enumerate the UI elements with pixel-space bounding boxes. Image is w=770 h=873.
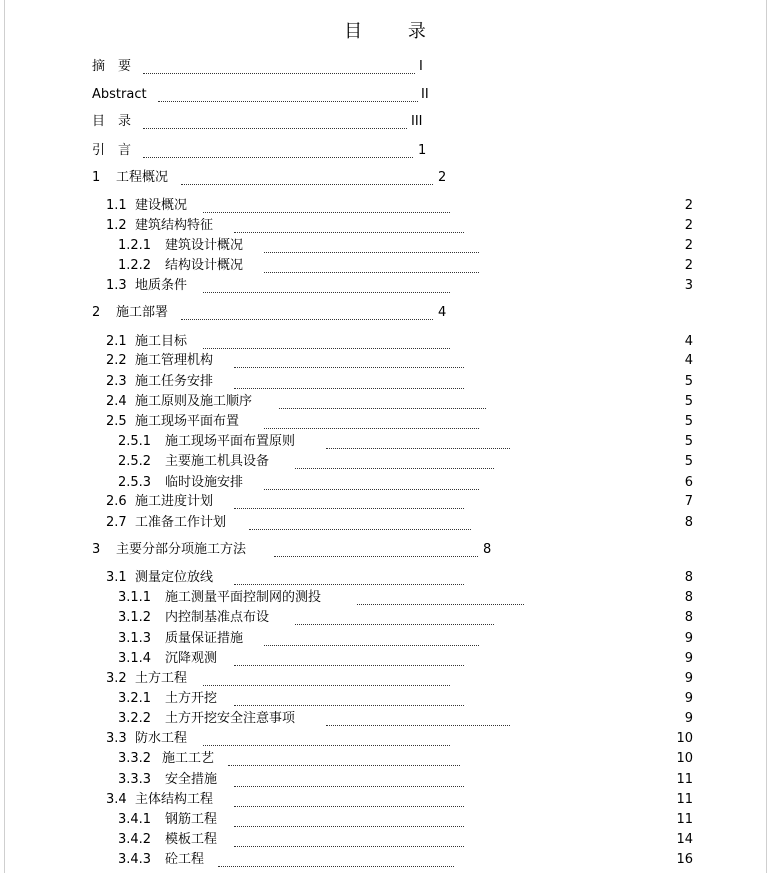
toc-entry-number: 1.2.1 [118,238,152,253]
toc-entry[interactable] [0,372,770,392]
toc-entry[interactable] [0,790,770,810]
dot-leader [326,436,510,449]
toc-entry[interactable] [0,276,770,296]
toc-entry-page: 11 [676,772,693,787]
toc-entry-label: 建筑结构特征 [135,218,214,233]
toc-entry-label: 临时设施安排 [165,475,244,490]
toc-entry-page: 4 [684,334,693,349]
toc-entry[interactable] [0,112,770,132]
dot-leader [203,673,450,686]
toc-entry[interactable] [0,588,770,608]
toc-entry-label: 施工进度计划 [135,494,214,509]
toc-entry-number: 1.2.2 [118,258,152,273]
toc-entry[interactable] [0,473,770,493]
toc-entry-page: 5 [684,414,693,429]
toc-entry-page: 16 [676,852,693,867]
toc-entry[interactable] [0,709,770,729]
toc-entry-page: III [411,114,423,129]
toc-entry-page: 8 [684,590,693,605]
dot-leader [143,116,407,129]
dot-leader [203,280,450,293]
toc-entry-page: 2 [684,238,693,253]
dot-leader [143,145,413,158]
dot-leader [295,456,494,469]
toc-entry-label: 引 言 [92,143,132,158]
toc-entry-page: 2 [684,218,693,233]
toc-entry-page: 4 [438,305,447,320]
toc-entry-label: 施工原则及施工顺序 [135,394,253,409]
toc-entry-label: 砼工程 [165,852,205,867]
toc-entry[interactable] [0,608,770,628]
toc-entry-label: 建筑设计概况 [165,238,244,253]
toc-entry-number: 3.2.1 [118,691,152,706]
dot-leader [264,240,479,253]
toc-entry-label: 内控制基准点布设 [165,610,270,625]
toc-entry-label: 土方开挖 [165,691,218,706]
dot-leader [234,834,464,847]
toc-entry-label: 结构设计概况 [165,258,244,273]
toc-entry-number: 2.5.1 [118,434,152,449]
toc-entry[interactable] [0,749,770,769]
toc-entry-page: 9 [684,651,693,666]
toc-entry-page: 14 [676,832,693,847]
dot-leader [264,477,479,490]
toc-entry[interactable] [0,412,770,432]
toc-entry[interactable] [0,770,770,790]
toc-entry-page: 2 [684,198,693,213]
toc-entry-label: 施工现场平面布置原则 [165,434,296,449]
toc-entry-number: 2 [92,305,101,320]
toc-chapter[interactable] [0,168,770,188]
toc-entry-label: 测量定位放线 [135,570,214,585]
dot-leader [228,753,460,766]
toc-entry-page: 8 [684,515,693,530]
dot-leader [274,544,478,557]
toc-entry-label: 施工工艺 [162,751,215,766]
dot-leader [249,517,471,530]
dot-leader [181,172,433,185]
dot-leader [203,200,450,213]
dot-leader [295,612,494,625]
toc-entry-number: 3.1.2 [118,610,152,625]
dot-leader [234,355,464,368]
dot-leader [264,260,479,273]
toc-entry-label: Abstract [92,87,147,102]
toc-entry[interactable] [0,689,770,709]
toc-entry-label: 建设概况 [135,198,188,213]
dot-leader [234,496,464,509]
toc-entry[interactable] [0,351,770,371]
toc-entry-number: 3.1.4 [118,651,152,666]
toc-entry-page: I [419,59,423,74]
toc-entry-number: 3.2 [106,671,127,686]
dot-leader [234,220,464,233]
toc-entry-page: 5 [684,374,693,389]
toc-entry-page: 2 [684,258,693,273]
toc-entry-page: 8 [684,610,693,625]
toc-entry-page: 9 [684,671,693,686]
toc-entry-number: 3.3.3 [118,772,152,787]
toc-entry-number: 3.4.2 [118,832,152,847]
toc-entry-label: 沉降观测 [165,651,218,666]
toc-entry[interactable] [0,256,770,276]
toc-entry-number: 3.4 [106,792,127,807]
toc-entry-page: 4 [684,353,693,368]
toc-entry-page: 1 [418,143,427,158]
toc-entry-page: 5 [684,454,693,469]
dot-leader [218,854,454,867]
toc-entry-label: 施工测量平面控制网的测投 [165,590,322,605]
dot-leader [234,814,464,827]
toc-entry-number: 1.2 [106,218,127,233]
toc-entry-number: 3.4.3 [118,852,152,867]
toc-entry-label: 主体结构工程 [135,792,214,807]
toc-entry[interactable] [0,432,770,452]
toc-entry[interactable] [0,57,770,77]
toc-entry-page: 9 [684,711,693,726]
toc-entry-page: 10 [676,731,693,746]
toc-entry-label: 施工管理机构 [135,353,214,368]
toc-entry-page: II [421,87,429,102]
toc-entry-label: 土方工程 [135,671,188,686]
toc-entry-number: 3.3 [106,731,127,746]
toc-entry[interactable] [0,568,770,588]
toc-entry-page: 9 [684,691,693,706]
toc-entry-label: 安全措施 [165,772,218,787]
toc-entry[interactable] [0,85,770,105]
toc-entry[interactable] [0,216,770,236]
dot-leader [143,61,415,74]
dot-leader [279,396,486,409]
toc-entry-page: 8 [483,542,492,557]
toc-entry-number: 2.6 [106,494,127,509]
dot-leader [203,336,450,349]
toc-entry-label: 防水工程 [135,731,188,746]
toc-entry-label: 质量保证措施 [165,631,244,646]
toc-entry-number: 3.1 [106,570,127,585]
toc-entry-label: 模板工程 [165,832,218,847]
toc-entry[interactable] [0,141,770,161]
toc-entry[interactable] [0,810,770,830]
toc-entry-number: 3.1.1 [118,590,152,605]
dot-leader [357,592,524,605]
toc-entry[interactable] [0,332,770,352]
toc-entry[interactable] [0,629,770,649]
toc-entry-page: 11 [676,792,693,807]
toc-entry-label: 主要施工机具设备 [165,454,270,469]
toc-entry-page: 5 [684,434,693,449]
dot-leader [234,693,464,706]
toc-entry-number: 2.2 [106,353,127,368]
toc-entry-number: 3.4.1 [118,812,152,827]
toc-entry-number: 1.1 [106,198,127,213]
toc-entry-page: 8 [684,570,693,585]
toc-entry[interactable] [0,729,770,749]
toc-entry-label: 工程概况 [116,170,169,185]
toc-entry-label: 摘 要 [92,59,132,74]
dot-leader [264,633,479,646]
toc-entry[interactable] [0,649,770,669]
toc-entry-page: 9 [684,631,693,646]
dot-leader [234,572,464,585]
toc-entry[interactable] [0,850,770,870]
toc-entry-number: 2.4 [106,394,127,409]
toc-entry[interactable] [0,452,770,472]
toc-entry-label: 土方开挖安全注意事项 [165,711,296,726]
toc-entry-number: 2.7 [106,515,127,530]
toc-chapter[interactable] [0,540,770,560]
toc-entry-label: 施工任务安排 [135,374,214,389]
toc-entry[interactable] [0,513,770,533]
toc-entry-number: 2.3 [106,374,127,389]
toc-entry-label: 工准备工作计划 [135,515,227,530]
toc-entry-number: 3.2.2 [118,711,152,726]
dot-leader [181,307,433,320]
toc-entry-page: 5 [684,394,693,409]
toc-entry[interactable] [0,830,770,850]
toc-entry-number: 1.3 [106,278,127,293]
dot-leader [203,733,450,746]
toc-entry-number: 3.1.3 [118,631,152,646]
dot-leader [234,774,464,787]
toc-entry-page: 3 [684,278,693,293]
dot-leader [326,713,510,726]
toc-entry-label: 主要分部分项施工方法 [116,542,247,557]
toc-entry[interactable] [0,236,770,256]
dot-leader [158,89,418,102]
toc-entry[interactable] [0,669,770,689]
toc-entry-page: 7 [684,494,693,509]
toc-entry-number: 1 [92,170,101,185]
page-title: 目 录 [344,21,446,42]
toc-entry-page: 10 [676,751,693,766]
toc-entry-number: 2.5 [106,414,127,429]
toc-entry-label: 施工目标 [135,334,188,349]
toc-entry[interactable] [0,196,770,216]
toc-entry-label: 钢筋工程 [165,812,218,827]
toc-entry-number: 2.5.3 [118,475,152,490]
dot-leader [234,376,464,389]
dot-leader [234,794,464,807]
toc-entry-label: 施工部署 [116,305,169,320]
toc-entry-number: 2.1 [106,334,127,349]
toc-entry-number: 3.3.2 [118,751,152,766]
toc-chapter[interactable] [0,303,770,323]
dot-leader [234,653,464,666]
dot-leader [264,416,479,429]
toc-entry-page: 6 [684,475,693,490]
toc-entry-page: 2 [438,170,447,185]
toc-entry-number: 3 [92,542,101,557]
toc-entry-label: 地质条件 [135,278,188,293]
toc-entry-label: 施工现场平面布置 [135,414,240,429]
toc-entry-label: 目 录 [92,114,132,129]
toc-entry[interactable] [0,492,770,512]
toc-entry-page: 11 [676,812,693,827]
toc-entry-number: 2.5.2 [118,454,152,469]
toc-entry[interactable] [0,392,770,412]
